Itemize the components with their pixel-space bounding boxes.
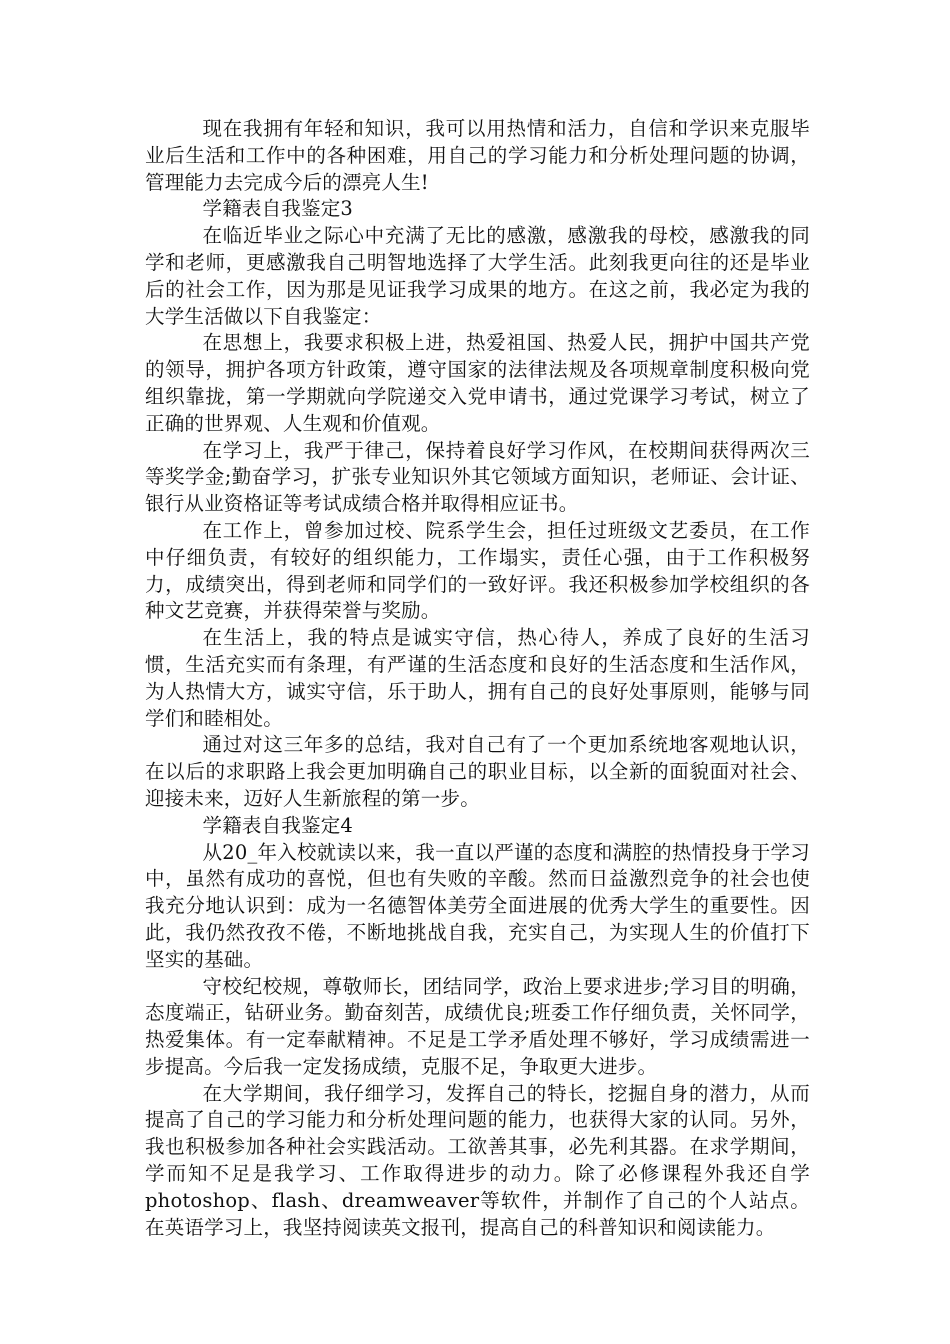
paragraph: 在大学期间，我仔细学习，发挥自己的特长，挖掘自身的潜力，从而提高了自己的学习能力和分析处理问题的能力，也获得大家的认同。另外，我也积极参加各种社会实践活动。工欲善其事，必先利其器。在求学期间，学而知不足是我学习、工作取得进步的动力。除了必修课程外我还自学photoshop、flash、dreamweaver等软件，并制作了自己的个人站点。在英语学习上，我坚持阅读英文报刊，提高自己的科普知识和阅读能力。 <box>145 1081 810 1239</box>
paragraph: 在生活上，我的特点是诚实守信，热心待人，养成了良好的生活习惯，生活充实而有条理，有严谨的生活态度和良好的生活态度和生活作风，为人热情大方，诚实守信，乐于助人，拥有自己的良好处事原则，能够与同学们和睦相处。 <box>145 626 810 730</box>
section-heading: 学籍表自我鉴定3 <box>202 197 354 221</box>
paragraph: 通过对这三年多的总结，我对自己有了一个更加系统地客观地认识，在以后的求职路上我会更加明确自己的职业目标，以全新的面貌面对社会、迎接未来，迈好人生新旅程的第一步。 <box>145 733 810 810</box>
paragraph: 在临近毕业之际心中充满了无比的感激，感激我的母校，感激我的同学和老师，更感激我自己明智地选择了大学生活。此刻我更向往的还是毕业后的社会工作，因为那是见证我学习成果的地方。在这之前，我必定为我的大学生活做以下自我鉴定： <box>145 224 810 328</box>
paragraph: 在思想上，我要求积极上进，热爱祖国、热爱人民，拥护中国共产党的领导，拥护各项方针政策，遵守国家的法律法规及各项规章制度积极向党组织靠拢，第一学期就向学院递交入党申请书，通过党课学习考试，树立了正确的世界观、人生观和价值观。 <box>145 331 810 435</box>
section-heading: 学籍表自我鉴定4 <box>202 813 354 837</box>
paragraph: 在学习上，我严于律己，保持着良好学习作风，在校期间获得两次三等奖学金;勤奋学习，扩张专业知识外其它领域方面知识，老师证、会计证、银行从业资格证等考试成绩合格并取得相应证书。 <box>145 438 810 516</box>
paragraph: 从20_年入校就读以来，我一直以严谨的态度和满腔的热情投身于学习中，虽然有成功的喜悦，但也有失败的辛酸。然而日益激烈竞争的社会也使我充分地认识到：成为一名德智体美劳全面进展的优秀大学生的重要性。因此，我仍然孜孜不倦，不断地挑战自我，充实自己，为实现人生的价值打下坚实的基础。 <box>145 840 810 971</box>
paragraph: 守校纪校规，尊敬师长，团结同学，政治上要求进步;学习目的明确，态度端正，钻研业务。勤奋刻苦，成绩优良;班委工作仔细负责，关怀同学，热爱集体。有一定奉献精神。不足是工学矛盾处理不够好，学习成绩需进一步提高。今后我一定发扬成绩，克服不足，争取更大进步。 <box>145 974 810 1078</box>
paragraph: 现在我拥有年轻和知识，我可以用热情和活力，自信和学识来克服毕业后生活和工作中的各种困难，用自己的学习能力和分析处理问题的协调，管理能力去完成今后的漂亮人生! <box>145 117 810 194</box>
document-body <box>145 116 810 1241</box>
paragraph: 在工作上，曾参加过校、院系学生会，担任过班级文艺委员，在工作中仔细负责，有较好的组织能力，工作塌实，责任心强，由于工作积极努力，成绩突出，得到老师和同学们的一致好评。我还积极参加学校组织的各种文艺竞赛，并获得荣誉与奖励。 <box>145 518 810 623</box>
